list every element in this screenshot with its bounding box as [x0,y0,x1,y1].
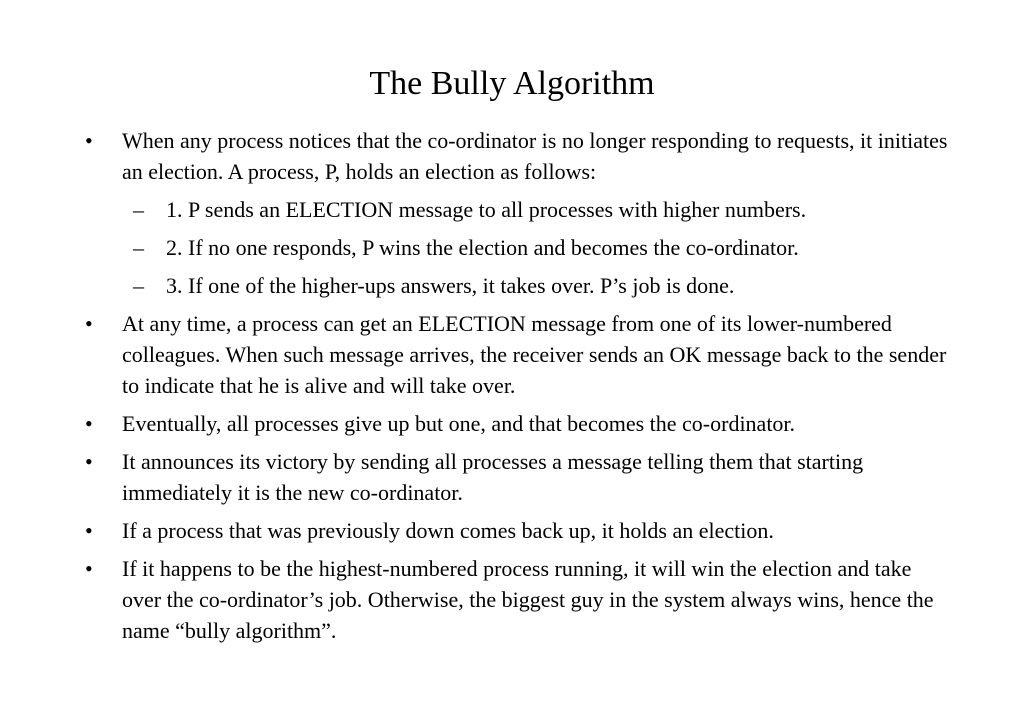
sub-bullet-item [122,270,955,301]
bullet-text: When any process notices that the co-ordinator is no longer responding to requests, it initiates an election. A process, P, holds an election as follows: [122,128,948,184]
sub-bullet-text: 1. P sends an ELECTION message to all processes with higher numbers. [166,197,807,222]
sub-bullet-item [122,232,955,263]
bullet-marker: • [85,128,93,153]
bullet-item [85,446,955,508]
slide-title: The Bully Algorithm [369,65,655,102]
sub-bullet-marker: – [133,235,144,260]
bullet-marker: • [85,449,93,474]
sub-bullet-text: 2. If no one responds, P wins the election and becomes the co-ordinator. [166,235,799,260]
bullet-marker: • [85,518,93,543]
sub-bullet-text: 3. If one of the higher-ups answers, it takes over. P’s job is done. [166,273,735,298]
bullet-text: At any time, a process can get an ELECTION message from one of its lower-numbered colleagues. When such message arrives, the receiver sends an OK message back to the sender to indicate that he is alive and will take over. [122,311,947,398]
bullet-marker: • [85,411,93,436]
bullet-item [85,515,955,546]
sub-bullet-item [122,194,955,225]
bullet-item [85,408,955,439]
bullet-list [85,125,955,653]
bullet-text: If it happens to be the highest-numbered process running, it will win the election and take over the co-ordinator’s job. Otherwise, the biggest guy in the system always wins, hence the name “bully algorithm”. [122,556,934,643]
bullet-text: It announces its victory by sending all processes a message telling them that starting immediately it is the new co-ordinator. [122,449,864,505]
sub-bullet-marker: – [133,273,144,298]
bullet-text: If a process that was previously down comes back up, it holds an election. [122,518,774,543]
sub-bullet-marker: – [133,197,144,222]
bullet-marker: • [85,311,93,336]
bullet-item [85,125,955,301]
bullet-text: Eventually, all processes give up but one, and that becomes the co-ordinator. [122,411,796,436]
bullet-marker: • [85,556,93,581]
bullet-item [85,308,955,401]
sub-bullet-list [122,194,955,301]
bullet-item [85,553,955,646]
